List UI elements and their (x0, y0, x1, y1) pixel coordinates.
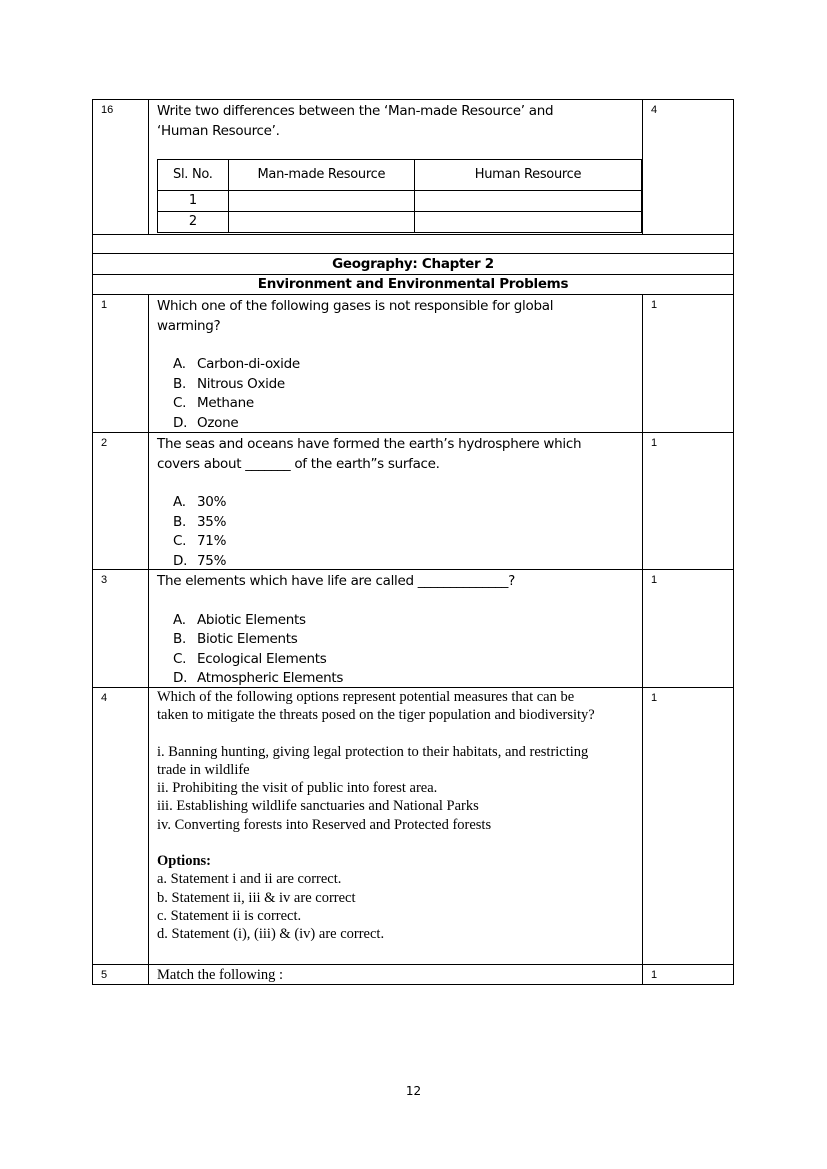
choice-item[interactable]: c. Statement ii is correct. (157, 907, 302, 924)
option-item[interactable]: B. Nitrous Oxide (173, 375, 285, 392)
question-line: Which one of the following gases is not responsible for global (157, 298, 554, 314)
question-line: warming? (157, 317, 221, 334)
question-number: 3 (93, 570, 149, 687)
question-row-4 (92, 687, 734, 964)
table-cell[interactable] (414, 212, 641, 233)
question-text (149, 433, 643, 569)
option-item[interactable]: C. 71% (173, 533, 227, 549)
option-list (157, 355, 636, 433)
question-text (149, 965, 643, 984)
separator-row (92, 234, 734, 253)
table-cell[interactable] (228, 212, 414, 233)
statement-line: i. Banning hunting, giving legal protection to their habitats, and restricting (157, 743, 589, 760)
question-row-1 (92, 294, 734, 432)
table-cell: 1 (158, 191, 229, 212)
option-item[interactable]: D. Atmospheric Elements (173, 670, 344, 686)
question-row-2 (92, 432, 734, 569)
choice-item[interactable]: b. Statement ii, iii & iv are correct (157, 889, 356, 906)
question-number: 5 (93, 965, 149, 984)
question-row-16 (92, 99, 734, 234)
question-row-5 (92, 964, 734, 985)
option-item[interactable]: A. Abiotic Elements (173, 611, 306, 628)
option-list (157, 493, 636, 571)
option-item[interactable]: D. Ozone (173, 414, 239, 431)
table-header: Man-made Resource (228, 160, 414, 191)
statement-line: ii. Prohibiting the visit of public into forest area. (157, 780, 438, 797)
question-text (149, 570, 643, 687)
marks: 1 (651, 574, 658, 586)
question-line: Write two differences between the ‘Man-made Resource’ and (157, 103, 554, 119)
question-row-3 (92, 569, 734, 687)
chapter-title: Geography: Chapter 2 (92, 253, 734, 274)
question-number: 2 (93, 433, 149, 569)
table-row (158, 191, 642, 212)
table-header-row (158, 160, 642, 191)
table-cell: 2 (158, 212, 229, 233)
option-item[interactable]: C. Ecological Elements (173, 650, 327, 667)
statement-line: iii. Establishing wildlife sanctuaries and National Parks (157, 798, 479, 815)
option-item[interactable]: A. 30% (173, 494, 227, 510)
marks: 1 (651, 969, 658, 981)
question-text (149, 295, 643, 432)
table-cell[interactable] (228, 191, 414, 212)
marks: 1 (651, 692, 658, 704)
option-item[interactable]: B. Biotic Elements (173, 631, 298, 647)
question-text (149, 688, 643, 964)
option-item[interactable]: D. 75% (173, 552, 227, 569)
choice-item[interactable]: a. Statement i and ii are correct. (157, 871, 342, 888)
question-number: 1 (93, 295, 149, 432)
question-text (149, 100, 643, 234)
option-list (157, 611, 636, 689)
table-header: Human Resource (414, 160, 641, 191)
table-header: Sl. No. (158, 160, 229, 191)
question-line: The elements which have life are called ______________? (157, 573, 515, 589)
option-item[interactable]: B. 35% (173, 513, 227, 530)
statement-line: iv. Converting forests into Reserved and Protected forests (157, 816, 492, 833)
marks: 1 (651, 299, 658, 311)
table-cell[interactable] (414, 191, 641, 212)
question-line: The seas and oceans have formed the earth’s hydrosphere which (157, 436, 582, 452)
question-line: covers about _______ of the earth”s surface. (157, 455, 440, 472)
question-number: 16 (93, 100, 149, 234)
statement-line: trade in wildlife (157, 761, 250, 778)
page-number: 12 (405, 1084, 422, 1098)
table-row (158, 212, 642, 233)
question-line: Which of the following options represent potential measures that can be (157, 689, 575, 705)
answer-table (157, 159, 642, 233)
option-item[interactable]: A. Carbon-di-oxide (173, 356, 300, 372)
choice-item[interactable]: d. Statement (i), (iii) & (iv) are correct. (157, 926, 385, 943)
options-heading: Options: (157, 853, 211, 870)
marks: 1 (651, 437, 658, 449)
question-line: taken to mitigate the threats posed on the tiger population and biodiversity? (157, 707, 595, 724)
chapter-subtitle: Environment and Environmental Problems (92, 274, 734, 294)
question-number: 4 (93, 688, 149, 964)
question-line: Match the following : (157, 967, 284, 983)
option-item[interactable]: C. Methane (173, 395, 254, 411)
question-line: ‘Human Resource’. (157, 122, 280, 139)
marks: 4 (651, 104, 658, 116)
